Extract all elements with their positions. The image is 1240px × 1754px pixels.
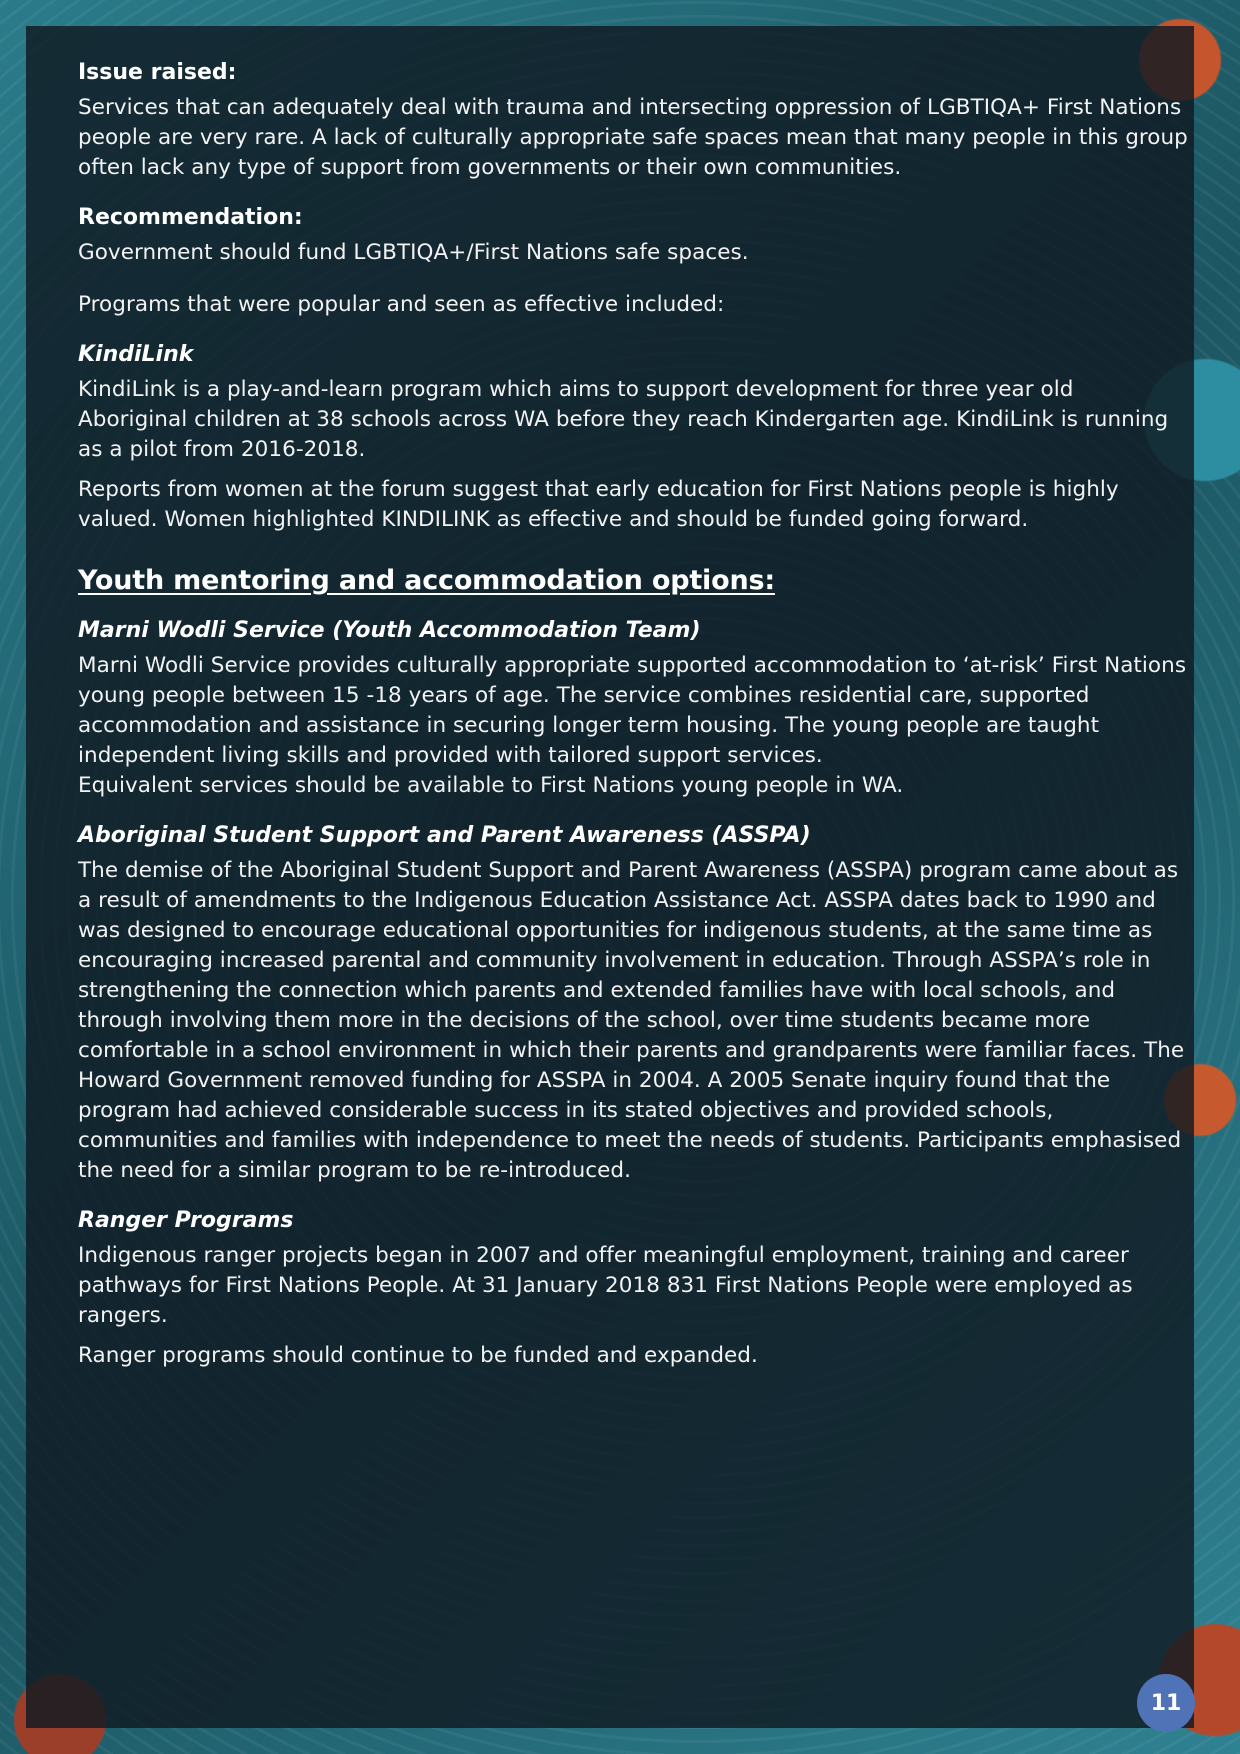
ranger-heading: Ranger Programs bbox=[78, 1208, 294, 1233]
content-panel bbox=[26, 26, 1194, 1728]
asspa-heading: Aboriginal Student Support and Parent Awareness (ASSPA) bbox=[78, 823, 811, 848]
page-number-badge: 11 bbox=[1137, 1674, 1195, 1732]
programs-intro: Programs that were popular and seen as effective included: bbox=[78, 292, 725, 317]
youth-section-title: Youth mentoring and accommodation options: bbox=[78, 565, 775, 596]
ranger-para-1: Indigenous ranger projects began in 2007 and offer meaningful employment, training and career pathways for First Nations People. At 31 January 2018 831 First Nations People were employed as rangers. bbox=[78, 1243, 1133, 1328]
issue-text: Services that can adequately deal with trauma and intersecting oppression of LGBTIQA+ First Nations people are very rare. A lack of culturally appropriate safe spaces mean that many people in this group often lack any type of support from governments or their own communities. bbox=[78, 95, 1188, 180]
kindilink-heading: KindiLink bbox=[78, 342, 194, 367]
document-body bbox=[78, 60, 1188, 1371]
recommendation-label: Recommendation: bbox=[78, 205, 303, 230]
ranger-para-2: Ranger programs should continue to be funded and expanded. bbox=[78, 1343, 758, 1368]
issue-label: Issue raised: bbox=[78, 60, 237, 85]
marni-wodli-para-2: Equivalent services should be available to First Nations young people in WA. bbox=[78, 773, 904, 798]
kindilink-para-1: KindiLink is a play-and-learn program which aims to support development for three year old Aboriginal children at 38 schools across WA before they reach Kindergarten age. KindiLink is running as a pilot from 2016-2018. bbox=[78, 377, 1169, 462]
marni-wodli-heading: Marni Wodli Service (Youth Accommodation Team) bbox=[78, 618, 701, 643]
recommendation-text: Government should fund LGBTIQA+/First Nations safe spaces. bbox=[78, 240, 749, 265]
asspa-para-1: The demise of the Aboriginal Student Support and Parent Awareness (ASSPA) program came about as a result of amendments to the Indigenous Education Assistance Act. ASSPA dates back to 1990 and was designed to encourage educational opportunities for indigenous students, at the same time as encouraging increased parental and community involvement in education. Through ASSPA’s role in strengthening the connection which parents and extended families have with local schools, and through involving them more in the decisions of the school, over time students became more comfortable in a school environment in which their parents and grandparents were familiar faces. The Howard Government removed funding for ASSPA in 2004. A 2005 Senate inquiry found that the program had achieved considerable success in its stated objectives and provided schools, communities and families with independence to meet the needs of students. Participants emphasised the need for a similar program to be re-introduced. bbox=[78, 858, 1185, 1183]
marni-wodli-para-1: Marni Wodli Service provides culturally appropriate supported accommodation to ‘at-risk’ First Nations young people between 15 -18 years of age. The service combines residential care, supported accommodation and assistance in securing longer term housing. The young people are taught independent living skills and provided with tailored support services. bbox=[78, 653, 1187, 768]
kindilink-para-2: Reports from women at the forum suggest that early education for First Nations people is highly valued. Women highlighted KINDILINK as effective and should be funded going forward. bbox=[78, 477, 1119, 532]
